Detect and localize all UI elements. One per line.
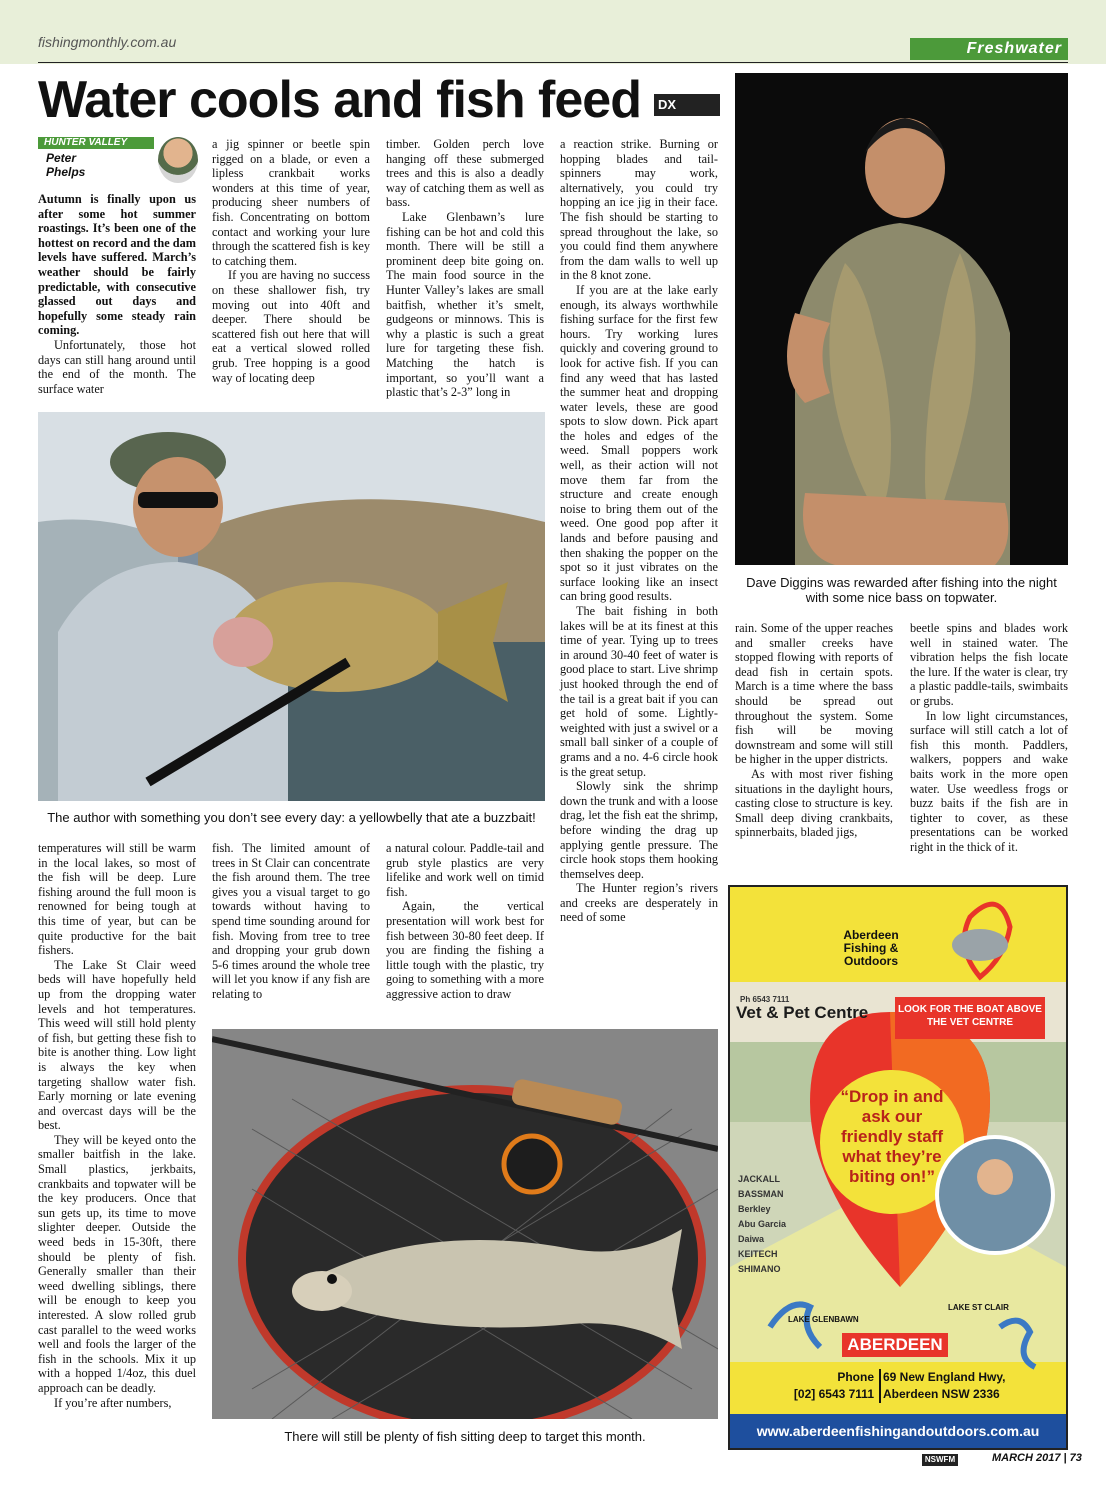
ad-look-for-banner: LOOK FOR THE BOAT ABOVE THE VET CENTRE bbox=[895, 997, 1045, 1039]
photo-night-bass-art bbox=[735, 73, 1068, 565]
ad-sign-text: Vet & Pet Centre bbox=[736, 1003, 869, 1022]
ad-map-label: LAKE ST CLAIR bbox=[948, 1303, 1009, 1312]
ad-brand-logos bbox=[738, 1172, 818, 1277]
byline-region: HUNTER VALLEY bbox=[38, 137, 154, 149]
paragraph: a reaction strike. Burning or hopping blades and tail-spinners may work, alternatively, you could try hopping an ice jig in their face. The fish should be starting to spread throughout the lake, so you could find them anywhere from the dam walls to well up in the 8 knot zone. bbox=[560, 137, 718, 283]
paragraph: The bait fishing in both lakes will be at its finest at this time of year. Tying up to trees in around 30-40 feet of water is good place to start. Live shrimp just hooked through the end of the tail is a great bait if you can get hold of some. Lightly-weighted with just a swivel or a small ball sinker of a couple of grams and a no. 4-6 circle hook is the great setup. bbox=[560, 604, 718, 779]
paragraph: In low light circumstances, surface will still catch a lot of fish this month. Paddlers, walkers, poppers and wake baits work in the more open water. Use weedless frogs or buzz baits if the fish are in tighter to cover, as these presentations can be worked right in the thick of it. bbox=[910, 708, 1068, 854]
ad-brand-line: Fishing & bbox=[843, 941, 899, 955]
ad-brand-line: Outdoors bbox=[844, 954, 898, 968]
ad-phone[interactable]: [02] 6543 7111 bbox=[793, 1387, 874, 1401]
photo-yellowbelly-art bbox=[38, 412, 545, 801]
ad-phone-block bbox=[770, 1369, 881, 1403]
paragraph: a natural colour. Paddle-tail and grub style plastics are very lifelike and work well on timid fish. bbox=[386, 841, 544, 899]
header-rule bbox=[38, 62, 1068, 63]
section-tab: Freshwater bbox=[910, 38, 1068, 60]
photo-bass-in-net bbox=[212, 1029, 718, 1419]
paragraph: temperatures will still be warm in the local lakes, so most of the fish will be deep. Lure fishing around the full moon is renowned for being tough at this time of year, but can be quite productive for the bait fishers. bbox=[38, 841, 196, 958]
ad-website-link[interactable]: www.aberdeenfishingandoutdoors.com.au bbox=[730, 1414, 1066, 1448]
ad-brand-name bbox=[825, 929, 917, 968]
paragraph: As with most river fishing situations in the daylight hours, casting close to structure is key. Small deep diving crankbaits, spinnerbaits, bladed jigs, bbox=[735, 766, 893, 840]
ad-brand-line: Aberdeen bbox=[843, 928, 899, 942]
footer-folio bbox=[992, 1452, 1082, 1464]
lead-paragraph: Autumn is finally upon us after some hot summer roastings. It’s been one of the hottest on record and the dam levels have suffered. March’s weather should be fairly predictable, with consecutive glassed out days and hopefully some steady rain coming. bbox=[38, 192, 196, 338]
article-column-9 bbox=[386, 841, 544, 1002]
paragraph: If you’re after numbers, bbox=[54, 1395, 172, 1410]
paragraph: If you are at the lake early enough, its always worthwhile fishing surface for the first few hours. Try working lures quickly and covering ground to look for active fish. If you can find any weed that has lasted the summer heat and dropping water levels, these are good spots to slow down. Pick apart the holes and edges of the weed. Small poppers work well, as their action will not move them far from the structure and create enough noise to bring them out of the weed. One good pop after it lands and before pausing and then shaking the popper on the spot so it just vibrates on the surface looking like an insect can bring good results. bbox=[560, 282, 718, 604]
brand-logo: Abu Garcia bbox=[738, 1219, 787, 1229]
paragraph: fish. The limited amount of trees in St Clair can concentrate the fish around them. The tree gives you a visual target to go towards without having to spend time sounding around for fish. Moving from tree to tree and dropping your grub down 5-6 times around the whole tree will let you know if any fish are relating to bbox=[212, 841, 370, 1001]
footer-issue: MARCH 2017 bbox=[992, 1452, 1061, 1464]
ad-address-line: Aberdeen NSW 2336 bbox=[883, 1387, 1000, 1401]
paragraph: Lake Glenbawn’s lure fishing can be hot and cold this month. There will be still a prominent deep bite going on. The main food source in the Hunter Valley’s lakes are small baitfish, whether it’s smelt, gudgeons or minnows. This is why a plastic is such a great lure for targeting these fish. Matching the hatch is important, so you’ll want a plastic that’s 2-3” long in bbox=[386, 209, 544, 400]
site-url[interactable]: fishingmonthly.com.au bbox=[38, 34, 177, 50]
paragraph: Again, the vertical presentation will work best for fish between 30-80 feet deep. If you are finding the fishing a little tough with the plastic, try going to something with a more aggressive action to draw bbox=[386, 899, 544, 1001]
photo-night-bass bbox=[735, 73, 1068, 565]
ad-town: ABERDEEN bbox=[842, 1333, 948, 1357]
ad-phone-label: Phone bbox=[837, 1370, 874, 1384]
paragraph: a jig spinner or beetle spin rigged on a blade, or even a lipless crankbait works wonders at this time of year, producing sheer numbers of fish. Concentrating on bottom contact and working your lure through the scattered fish is key to catching them. bbox=[212, 137, 370, 268]
paragraph: Slowly sink the shrimp down the trunk and with a loose drag, let the fish eat the shrimp, before winding the drag up applying gentle pressure. The circle hook stops them hooking themselves deep. bbox=[560, 779, 718, 881]
byline-first: Peter bbox=[46, 151, 77, 165]
brand-logo: SHIMANO bbox=[738, 1264, 781, 1274]
paragraph: The Lake St Clair weed beds will have hopefully held up from the dropping water levels and hot temperatures. This weed will still hold plenty of fish, but getting these fish to bite is another thing. Low light is always the key when targeting shallow water fish. Early morning or late evening and overcast days will be the best. bbox=[38, 957, 196, 1133]
sponsor-logo: DX bbox=[654, 94, 720, 116]
brand-logo: Berkley bbox=[738, 1204, 771, 1214]
byline-last: Phelps bbox=[46, 165, 86, 179]
paragraph: If you are having no success on these shallower fish, try moving out into 40ft and deeper. There should be scattered fish out here that will eat a vertical slowed rolled grub. Tree hopping is a good way of locating deep bbox=[212, 268, 370, 385]
article-column-2 bbox=[212, 137, 370, 385]
photo-yellowbelly bbox=[38, 412, 545, 801]
advertisement[interactable] bbox=[728, 885, 1068, 1450]
brand-logo: Daiwa bbox=[738, 1234, 765, 1244]
ad-address-line: 69 New England Hwy, bbox=[883, 1370, 1006, 1384]
paragraph: The Hunter region’s rivers and creeks are desperately in need of some bbox=[560, 881, 718, 925]
page-title: Water cools and fish feed bbox=[38, 71, 641, 129]
article-column-7 bbox=[38, 841, 196, 1410]
brand-logo: KEITECH bbox=[738, 1249, 778, 1259]
ad-map-label: LAKE GLENBAWN bbox=[788, 1315, 859, 1324]
paragraph: beetle spins and blades work well in stained water. The vibration helps the fish locate the lure. If the water is clear, try a plastic paddle-tails, swimbaits or grubs. bbox=[910, 621, 1068, 708]
footer-badge: NSWFM bbox=[922, 1454, 958, 1466]
caption-night-bass: Dave Diggins was rewarded after fishing into the night with some nice bass on topwater. bbox=[746, 575, 1057, 605]
brand-logo: JACKALL bbox=[738, 1174, 780, 1184]
paragraph: They will be keyed onto the smaller baitfish in the lake. Small plastics, jerkbaits, crankbaits and topwater will be the key producers. Once that sun gets up, its time to move slighter deeper. Outside the weed beds in 15-30ft, there should be plenty of fish. Generally smaller than their weed dwelling siblings, there will be enough to keep you interested. A slow rolled grub cast parallel to the weed works well and fools the larger of the fish in the schools. Mix it up with a hopped 1/4oz, this duel approach can be deadly. bbox=[38, 1132, 196, 1395]
paragraph: rain. Some of the upper reaches and smaller creeks have stopped flowing with reports of dead fish in certain spots. March is a time where the bass should be spread out throughout the system. Some fish will be moving downstream and some will still be higher in the upper districts. bbox=[735, 621, 893, 767]
ad-sign-phone: Ph 6543 7111 bbox=[740, 995, 790, 1004]
ad-address bbox=[883, 1369, 1005, 1403]
article-column-6 bbox=[910, 621, 1068, 855]
paragraph: timber. Golden perch love hanging off these submerged trees and this is also a deadly way of catching them as well as bass. bbox=[386, 137, 544, 210]
article-column-4 bbox=[560, 137, 718, 925]
article-column-1 bbox=[38, 192, 196, 396]
photo-bass-in-net-art bbox=[212, 1029, 718, 1419]
ad-quote: “Drop in and ask our friendly staff what they’re biting on!” bbox=[840, 1087, 944, 1186]
brand-logo: BASSMAN bbox=[738, 1189, 784, 1199]
byline-author bbox=[46, 151, 126, 179]
article-column-3 bbox=[386, 137, 544, 400]
page-number: 73 bbox=[1069, 1452, 1082, 1464]
article-column-8 bbox=[212, 841, 370, 1002]
footer-separator: | bbox=[1063, 1452, 1070, 1464]
paragraph: Unfortunately, those hot days can still hang around until the end of the month. The surface water bbox=[38, 337, 196, 396]
byline bbox=[38, 137, 196, 185]
caption-yellowbelly: The author with something you don’t see every day: a yellowbelly that ate a buzzbait! bbox=[47, 810, 536, 825]
caption-bass-in-net: There will still be plenty of fish sitting deep to target this month. bbox=[284, 1429, 646, 1444]
article-column-5 bbox=[735, 621, 893, 840]
author-photo bbox=[158, 137, 198, 183]
